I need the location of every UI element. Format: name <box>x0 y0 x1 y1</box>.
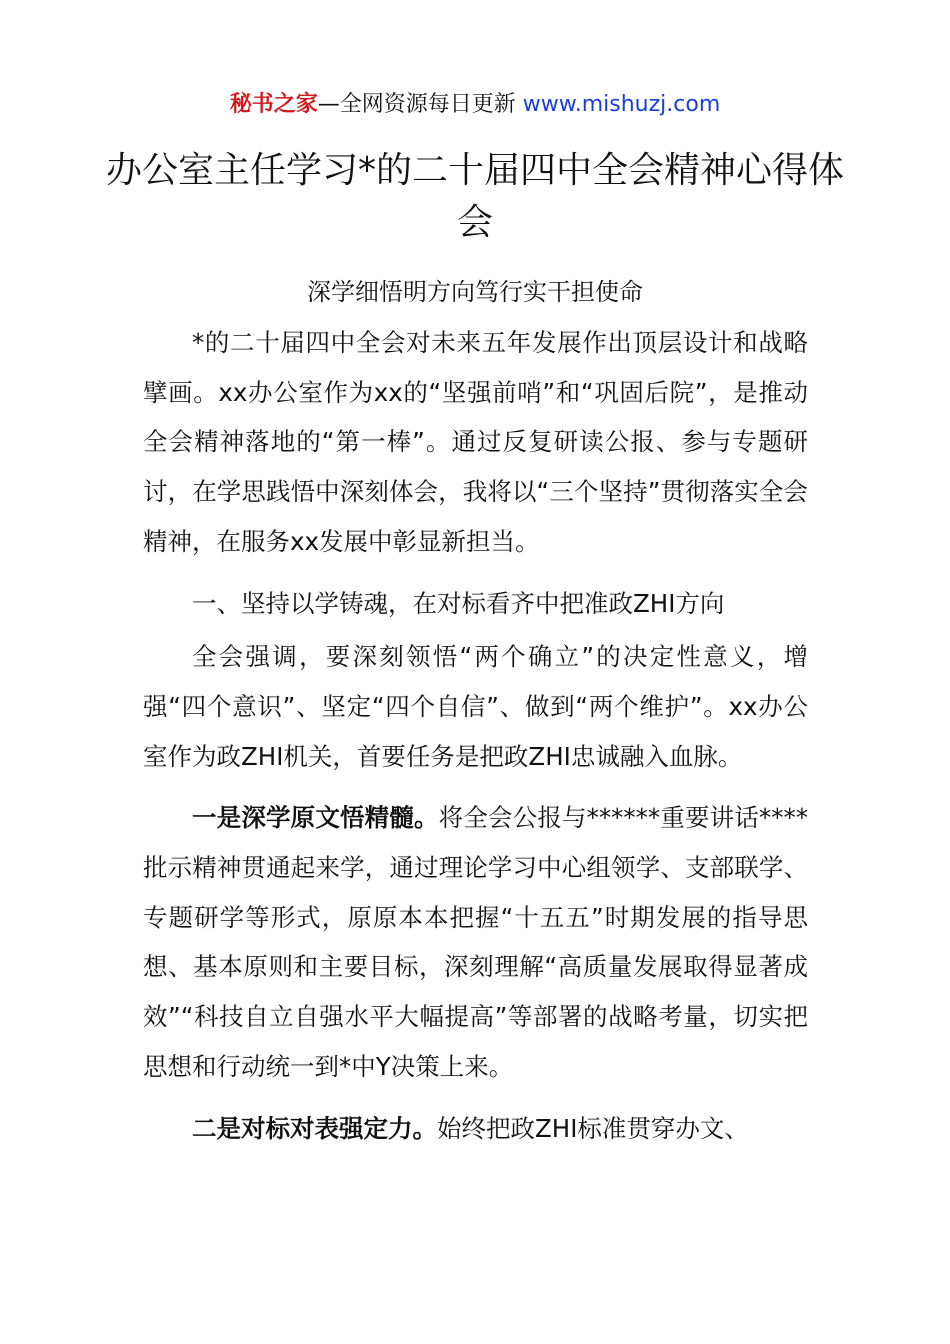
section-paragraph: 全会强调，要深刻领悟“两个确立”的决定性意义，增强“四个意识”、坚定“四个自信”、做到“两个维护”。xx办公室作为政ZHI机关，首要任务是把政ZHI忠诚融入血脉。 <box>143 642 808 771</box>
point-two-paragraph <box>143 1104 808 1154</box>
point-one-lead: 一是深学原文悟精髓。 <box>192 803 439 833</box>
point-two-text: 始终把政ZHI标准贯穿办文、 <box>437 1113 749 1143</box>
point-two-lead: 二是对标对表强定力。 <box>192 1113 437 1143</box>
point-one-paragraph <box>143 793 808 1091</box>
header-slogan: —全网资源每日更新 <box>317 92 516 117</box>
brand-name: 秘书之家 <box>229 92 318 117</box>
site-header <box>0 88 950 122</box>
intro-paragraph: *的二十届四中全会对未来五年发展作出顶层设计和战略擘画。xx办公室作为xx的“坚强前哨”和“巩固后院”，是推动全会精神落地的“第一棒”。通过反复研读公报、参与专题研讨，在学思践悟中深刻体会，我将以“三个坚持”贯彻落实全会精神，在服务xx发展中彰显新担当。 <box>143 328 808 556</box>
document-body <box>143 318 808 1153</box>
point-one-text: 将全会公报与******重要讲话****批示精神贯通起来学，通过理论学习中心组领学、支部联学、专题研学等形式，原原本本把握“十五五”时期发展的指导思想、基本原则和主要目标，深刻理解“高质量发展取得显著成效”“科技自立自强水平大幅提高”等部署的战略考量，切实把思想和行动统一到*中Y决策上来。 <box>143 803 809 1081</box>
document-subtitle: 深学细悟明方向笃行实干担使命 <box>307 278 643 306</box>
section-heading: 一、坚持以学铸魂，在对标看齐中把准政ZHI方向 <box>192 588 725 618</box>
site-url-link[interactable]: www.mishuzj.com <box>522 92 721 117</box>
document-title: 办公室主任学习*的二十届四中全会精神心得体会 <box>105 150 844 243</box>
